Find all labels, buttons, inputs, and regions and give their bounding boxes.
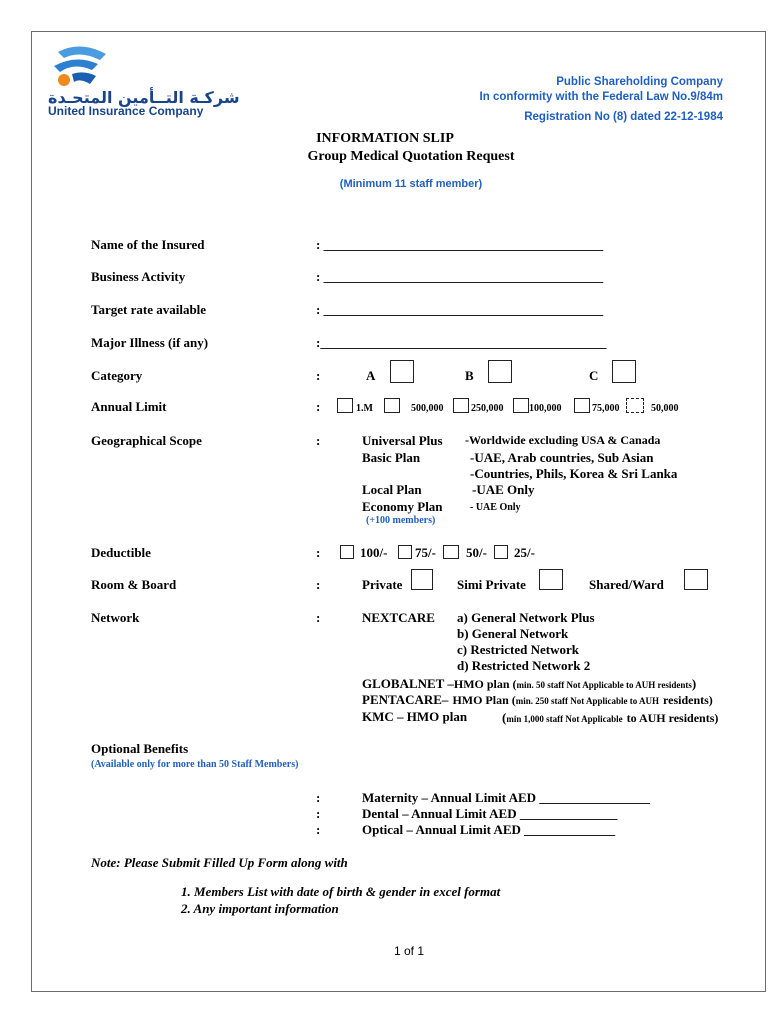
annual-limit-colon: :: [316, 399, 321, 414]
network-kmc: KMC – HMO plan: [362, 709, 468, 724]
label-name-insured: Name of the Insured: [91, 237, 205, 252]
label-major-illness: Major Illness (if any): [91, 335, 209, 350]
company-name-arabic: شركـة التــأمين المتحـدة: [48, 88, 240, 107]
network-pentacare: PENTACARE–: [362, 692, 449, 707]
label-geo-scope: Geographical Scope: [91, 433, 202, 448]
network-globalnet-plan: HMO plan (: [453, 677, 517, 691]
limit-75k-label: 75,000: [592, 403, 620, 414]
category-b-checkbox[interactable]: [488, 360, 512, 383]
optical-colon: :: [316, 822, 321, 837]
title-main: INFORMATION SLIP: [316, 131, 454, 146]
room-private-checkbox[interactable]: [411, 569, 433, 590]
network-pentacare-line: [362, 691, 713, 709]
limit-100k-label: 100,000: [529, 403, 562, 414]
limit-250k-label: 250,000: [471, 403, 504, 414]
footer-note: Note: Please Submit Filled Up Form along with: [91, 855, 348, 870]
deductible-75-checkbox[interactable]: [398, 545, 412, 559]
label-category: Category: [91, 368, 143, 383]
network-kmc-open: (: [502, 710, 507, 725]
deductible-75-label: 75/-: [415, 545, 436, 560]
geo-economy-note: (+100 members): [366, 515, 436, 526]
network-globalnet: GLOBALNET –: [362, 676, 454, 691]
limit-500k-checkbox[interactable]: [384, 398, 400, 413]
category-b-label: B: [465, 368, 474, 383]
network-globalnet-note: min. 50 staff Not Applicable to AUH residents: [516, 680, 692, 690]
room-semi-checkbox[interactable]: [539, 569, 563, 590]
deductible-colon: :: [316, 545, 321, 560]
company-logo-icon: [50, 44, 110, 90]
company-name-english: United Insurance Company: [48, 104, 204, 118]
category-a-checkbox[interactable]: [390, 360, 414, 383]
title-sub: Group Medical Quotation Request: [307, 149, 515, 164]
optional-benefits-note: (Available only for more than 50 Staff Members): [91, 759, 299, 770]
category-c-label: C: [589, 368, 599, 383]
label-target-rate: Target rate available: [91, 302, 207, 317]
limit-50k-label: 50,000: [651, 403, 679, 414]
header-line-2: In conformity with the Federal Law No.9/84m: [479, 91, 723, 103]
category-colon: :: [316, 368, 321, 383]
network-option-c: c) Restricted Network: [457, 642, 580, 657]
network-pentacare-close: residents): [663, 693, 713, 707]
geo-basic-desc-2: -Countries, Phils, Korea & Sri Lanka: [470, 466, 678, 481]
limit-500k-label: 500,000: [411, 403, 444, 414]
geo-basic-plan: Basic Plan: [362, 450, 421, 465]
dental-limit-field[interactable]: Dental – Annual Limit AED _______________: [362, 806, 618, 821]
network-nextcare: NEXTCARE: [362, 610, 435, 625]
deductible-50-label: 50/-: [466, 545, 487, 560]
title-note: (Minimum 11 staff member): [339, 178, 483, 190]
limit-250k-checkbox[interactable]: [453, 398, 469, 413]
network-kmc-note-line: [502, 709, 718, 727]
input-name-insured[interactable]: : ___________________________________________: [316, 237, 604, 252]
room-colon: :: [316, 577, 321, 592]
network-option-d: d) Restricted Network 2: [457, 658, 591, 673]
geo-local-desc: -UAE Only: [472, 482, 535, 497]
network-option-a: a) General Network Plus: [457, 610, 595, 625]
category-c-checkbox[interactable]: [612, 360, 636, 383]
deductible-25-checkbox[interactable]: [494, 545, 508, 559]
input-major-illness[interactable]: :____________________________________________: [316, 335, 607, 350]
geo-economy-plan: Economy Plan: [362, 499, 443, 514]
input-target-rate[interactable]: : ___________________________________________: [316, 302, 604, 317]
geo-basic-desc-1: -UAE, Arab countries, Sub Asian: [470, 450, 654, 465]
geo-economy-desc: - UAE Only: [470, 502, 521, 513]
optical-limit-field[interactable]: Optical – Annual Limit AED ______________: [362, 822, 616, 837]
label-deductible: Deductible: [91, 545, 151, 560]
network-colon: :: [316, 610, 321, 625]
footer-item-1: 1. Members List with date of birth & gender in excel format: [181, 884, 501, 899]
label-annual-limit: Annual Limit: [91, 399, 167, 414]
geo-local-plan: Local Plan: [362, 482, 422, 497]
deductible-50-checkbox[interactable]: [443, 545, 459, 559]
header-line-3: Registration No (8) dated 22-12-1984: [524, 111, 723, 123]
room-private-label: Private: [362, 577, 403, 592]
label-room-board: Room & Board: [91, 577, 177, 592]
deductible-25-label: 25/-: [514, 545, 535, 560]
maternity-limit-field[interactable]: Maternity – Annual Limit AED _________________: [362, 790, 650, 805]
network-option-b: b) General Network: [457, 626, 569, 641]
deductible-100-label: 100/-: [360, 545, 388, 560]
limit-75k-checkbox[interactable]: [574, 398, 590, 413]
category-a-label: A: [366, 368, 376, 383]
deductible-100-checkbox[interactable]: [340, 545, 354, 559]
dental-colon: :: [316, 806, 321, 821]
label-network: Network: [91, 610, 140, 625]
geo-colon: :: [316, 433, 321, 448]
room-semi-label: Simi Private: [457, 577, 526, 592]
header-line-1: Public Shareholding Company: [556, 76, 723, 88]
optional-benefits-title: Optional Benefits: [91, 741, 189, 756]
limit-100k-checkbox[interactable]: [513, 398, 529, 413]
network-kmc-note: min 1,000 staff Not Applicable: [506, 714, 623, 724]
footer-item-2: 2. Any important information: [181, 901, 339, 916]
network-pentacare-note: min. 250 staff Not Applicable to AUH: [515, 696, 660, 706]
network-kmc-close: to AUH residents): [626, 711, 719, 725]
geo-universal-plan: Universal Plus: [362, 433, 443, 448]
limit-50k-checkbox[interactable]: [626, 398, 644, 413]
page-number: 1 of 1: [393, 944, 425, 958]
geo-universal-desc: -Worldwide excluding USA & Canada: [465, 433, 661, 447]
label-business-activity: Business Activity: [91, 269, 186, 284]
input-business-activity[interactable]: : ___________________________________________: [316, 269, 604, 284]
limit-1m-label: 1.M: [356, 403, 373, 414]
room-shared-label: Shared/Ward: [589, 577, 664, 592]
maternity-colon: :: [316, 790, 321, 805]
limit-1m-checkbox[interactable]: [337, 398, 353, 413]
network-globalnet-close: ): [691, 676, 697, 691]
network-pentacare-plan: HMO Plan (: [452, 693, 516, 707]
room-shared-checkbox[interactable]: [684, 569, 708, 590]
